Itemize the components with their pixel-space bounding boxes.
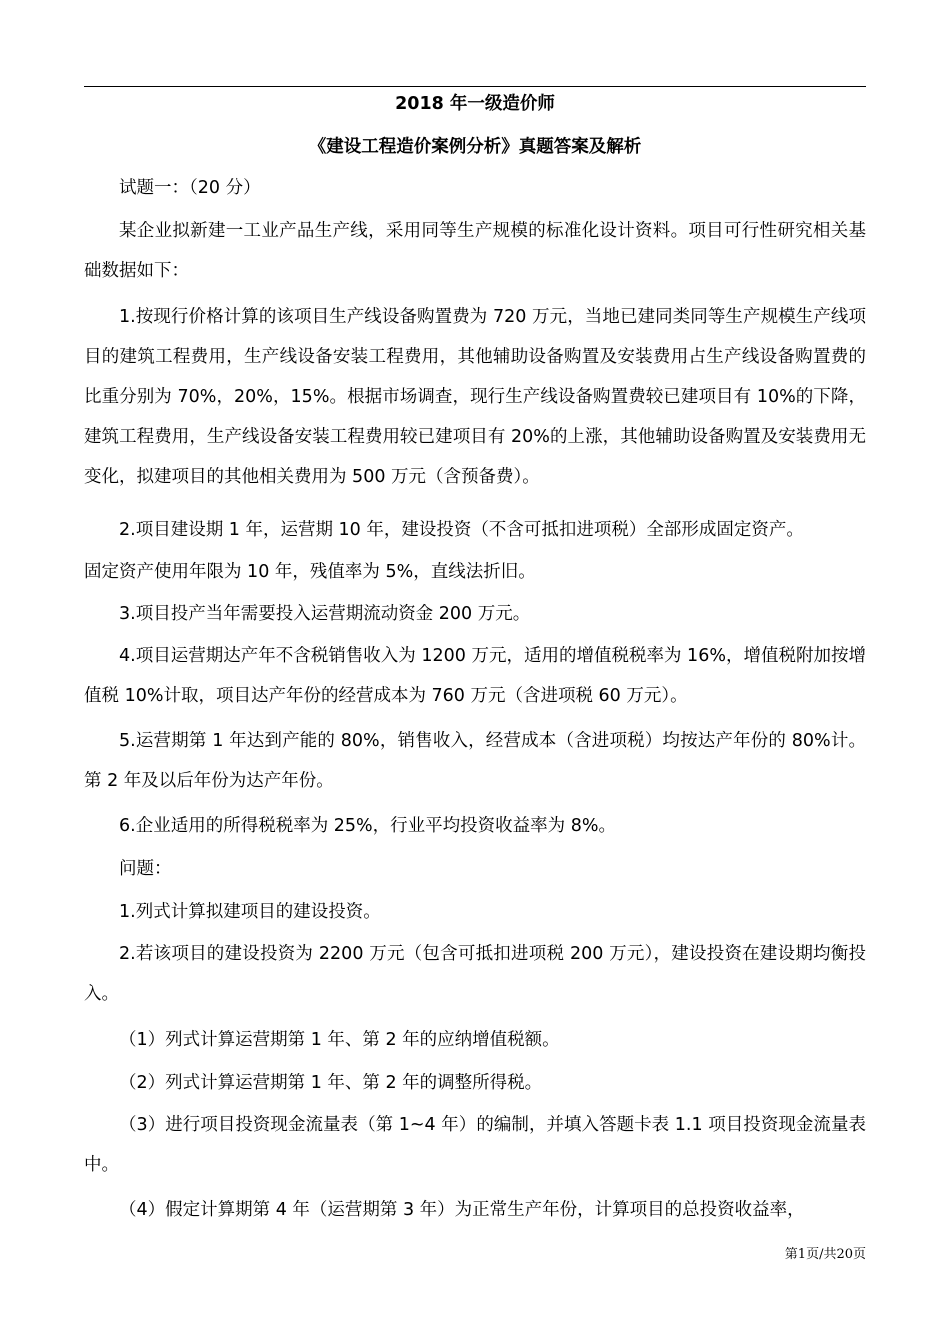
data-item-2: 2.项目建设期 1 年，运营期 10 年，建设投资（不含可抵扣进项税）全部形成固定资产。 [119, 520, 804, 540]
question-2: 2.若该项目的建设投资为 2200 万元（包含可抵扣进项税 200 万元），建设投资在建设期均衡投入。 [84, 944, 866, 1004]
question-2-part-4: （4）假定计算期第 4 年（运营期第 3 年）为正常生产年份，计算项目的总投资收益率， [119, 1200, 805, 1220]
document-subtitle: 《建设工程造价案例分析》真题答案及解析 [308, 137, 642, 157]
data-item-1: 1.按现行价格计算的该项目生产线设备购置费为 720 万元，当地已建同类同等生产规模生产线项目的建筑工程费用，生产线设备安装工程费用，其他辅助设备购置及安装费用占生产线设备购置费的比重分别为 70%，20%，15%。根据市场调查，现行生产线设备购置费较已建项目有 10%的下降，建筑工程费用，生产线设备安装工程费用较已建项目有 20%的上涨，其他辅助设备购置及安装费用无变化，拟建项目的其他相关费用为 500 万元（含预备费）。 [84, 307, 866, 487]
data-item-2-continued: 固定资产使用年限为 10 年，残值率为 5%，直线法折旧。 [84, 562, 536, 582]
intro-paragraph: 某企业拟新建一工业产品生产线，采用同等生产规模的标准化设计资料。项目可行性研究相关基础数据如下： [84, 221, 866, 281]
data-item-3: 3.项目投产当年需要投入运营期流动资金 200 万元。 [119, 604, 531, 624]
page-number: 第1页/共20页 [784, 1247, 866, 1262]
data-item-6: 6.企业适用的所得税税率为 25%，行业平均投资收益率为 8%。 [119, 816, 616, 836]
data-item-4: 4.项目运营期达产年不含税销售收入为 1200 万元，适用的增值税税率为 16%，增值税附加按增值税 10%计取，项目达产年份的经营成本为 760 万元（含进项税 60 万元）。 [84, 646, 866, 706]
data-item-5: 5.运营期第 1 年达到产能的 80%，销售收入，经营成本（含进项税）均按达产年份的 80%计。第 2 年及以后年份为达产年份。 [84, 731, 866, 791]
question-1: 1.列式计算拟建项目的建设投资。 [119, 902, 381, 922]
question-heading: 试题一：（20 分） [119, 178, 261, 198]
document-title: 2018 年一级造价师 [395, 94, 555, 114]
header-rule [84, 86, 866, 87]
question-2-part-3: （3）进行项目投资现金流量表（第 1~4 年）的编制，并填入答题卡表 1.1 项目投资现金流量表中。 [84, 1115, 866, 1175]
question-2-part-2: （2）列式计算运营期第 1 年、第 2 年的调整所得税。 [119, 1073, 543, 1093]
questions-heading: 问题： [119, 859, 172, 879]
question-2-part-1: （1）列式计算运营期第 1 年、第 2 年的应纳增值税额。 [119, 1030, 560, 1050]
